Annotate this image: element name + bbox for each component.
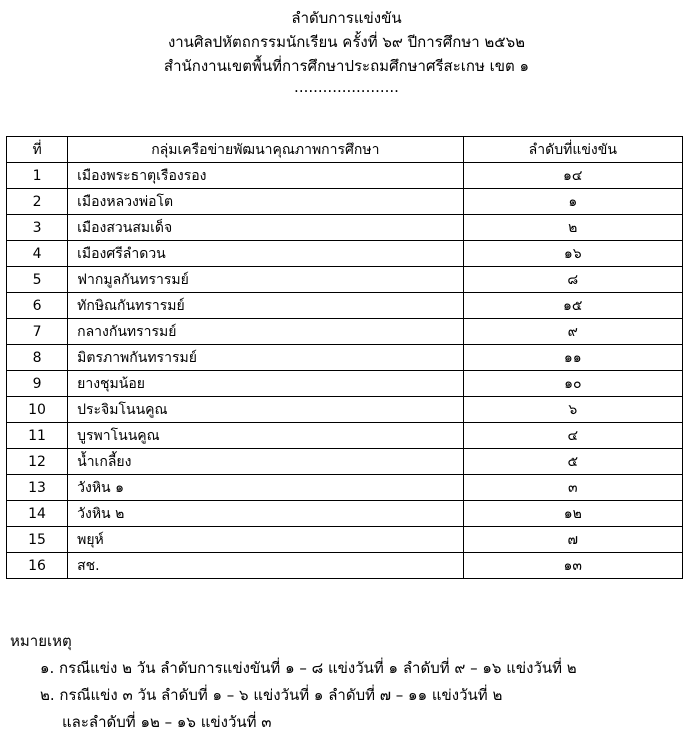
table-row [7,397,683,423]
row-group: เมืองศรีลำดวน [68,241,463,267]
row-rank: ๓ [463,475,682,501]
row-no: 5 [7,267,68,293]
row-group: เมืองพระธาตุเรืองรอง [68,163,463,189]
header-separator: ...................... [294,78,399,96]
row-rank: ๑๖ [463,241,682,267]
table-row [7,345,683,371]
row-group: สช. [68,553,463,579]
ranking-table [6,136,683,579]
row-no: 12 [7,449,68,475]
row-no: 10 [7,397,68,423]
row-no: 1 [7,163,68,189]
table-row [7,501,683,527]
notes-title: หมายเหตุ [10,632,72,650]
table-row [7,527,683,553]
row-group: ทักษิณกันทรารมย์ [68,293,463,319]
row-rank: ๑ [463,189,682,215]
row-group: พยุห์ [68,527,463,553]
table-row [7,293,683,319]
row-rank: ๒ [463,215,682,241]
note-item-1: ๑. กรณีแข่ง ๒ วัน ลำดับการแข่งขันที่ ๑ – ๘ แข่งวันที่ ๑ ลำดับที่ ๙ – ๑๖ แข่งวันที่ ๒ [40,659,577,677]
row-rank: ๑๑ [463,345,682,371]
row-no: 14 [7,501,68,527]
table-row [7,189,683,215]
row-group: เมืองหลวงพ่อโต [68,189,463,215]
row-group: มิตรภาพกันทรารมย์ [68,345,463,371]
table-row [7,423,683,449]
row-no: 8 [7,345,68,371]
row-rank: ๑๕ [463,293,682,319]
table-header-row [7,137,683,163]
header-title: ลำดับการแข่งขัน [291,9,402,27]
row-rank: ๔ [463,423,682,449]
row-no: 15 [7,527,68,553]
row-group: ประจิมโนนคูณ [68,397,463,423]
table-row [7,319,683,345]
row-rank: ๑๔ [463,163,682,189]
header-rank: ลำดับที่แข่งขัน [463,137,682,163]
row-group: น้ำเกลี้ยง [68,449,463,475]
note-item-2-continued: และลำดับที่ ๑๒ – ๑๖ แข่งวันที่ ๓ [62,713,272,731]
row-no: 11 [7,423,68,449]
row-group: ฟากมูลกันทรารมย์ [68,267,463,293]
table-row [7,215,683,241]
table-row [7,241,683,267]
row-rank: ๕ [463,449,682,475]
row-no: 4 [7,241,68,267]
header-no: ที่ [7,137,68,163]
row-no: 9 [7,371,68,397]
row-group: เมืองสวนสมเด็จ [68,215,463,241]
row-no: 3 [7,215,68,241]
row-no: 13 [7,475,68,501]
notes-section [10,628,685,736]
row-group: วังหิน ๑ [68,475,463,501]
row-rank: ๑๐ [463,371,682,397]
row-no: 2 [7,189,68,215]
document-header [0,6,693,96]
header-group: กลุ่มเครือข่ายพัฒนาคุณภาพการศึกษา [68,137,463,163]
row-group: บูรพาโนนคูณ [68,423,463,449]
row-rank: ๑๓ [463,553,682,579]
row-no: 7 [7,319,68,345]
row-rank: ๘ [463,267,682,293]
table-row [7,267,683,293]
row-group: ยางชุมน้อย [68,371,463,397]
table-row [7,371,683,397]
table-row [7,163,683,189]
row-rank: ๗ [463,527,682,553]
row-rank: ๖ [463,397,682,423]
table-row [7,553,683,579]
note-item-2: ๒. กรณีแข่ง ๓ วัน ลำดับที่ ๑ – ๖ แข่งวันที่ ๑ ลำดับที่ ๗ – ๑๑ แข่งวันที่ ๒ [40,686,503,704]
row-no: 6 [7,293,68,319]
row-no: 16 [7,553,68,579]
table-row [7,475,683,501]
header-office: สำนักงานเขตพื้นที่การศึกษาประถมศึกษาศรีสะเกษ เขต ๑ [163,57,530,75]
table-row [7,449,683,475]
row-rank: ๑๒ [463,501,682,527]
row-group: วังหิน ๒ [68,501,463,527]
header-event: งานศิลปหัตถกรรมนักเรียน ครั้งที่ ๖๙ ปีการศึกษา ๒๕๖๒ [167,33,526,51]
row-group: กลางกันทรารมย์ [68,319,463,345]
row-rank: ๙ [463,319,682,345]
